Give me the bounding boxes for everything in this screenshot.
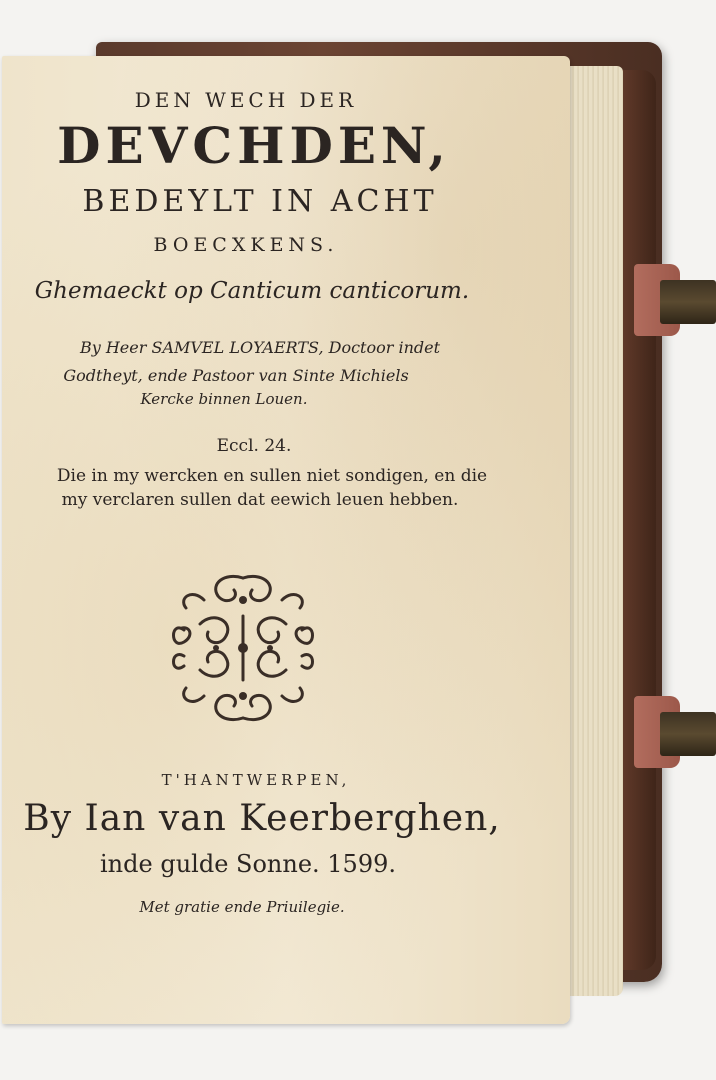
author-line-2: Godtheyt, ende Pastoor van Sinte Michiels [63, 366, 409, 385]
quote-line-1: Die in my wercken en sullen niet sondigen, en die [56, 466, 488, 486]
title-line-2: DEVCHDEN, [57, 116, 451, 175]
quote-line-2: my verclaren sullen dat eewich leuen hebben. [61, 490, 459, 510]
title-line-3: BEDEYLT IN ACHT [82, 184, 438, 219]
imprint-place: T'HANTWERPEN, [161, 771, 351, 789]
printer-ornament [164, 570, 322, 726]
lower-clasp [634, 690, 714, 770]
title-line-4: BOECXKENS. [153, 234, 339, 256]
imprint-printer: By Ian van Keerberghen, [23, 798, 501, 839]
author-line-1: By Heer SAMVEL LOYAERTS, Doctoor indet [79, 338, 441, 357]
subtitle: Ghemaeckt op Canticum canticorum. [34, 278, 470, 304]
quote-reference: Eccl. 24. [216, 436, 292, 456]
privilege-note: Met gratie ende Priuilegie. [139, 898, 345, 916]
upper-clasp [634, 258, 714, 338]
title-line-1: DEN WECH DER [134, 88, 358, 112]
imprint-address: inde gulde Sonne. 1599. [100, 850, 396, 878]
title-page [2, 56, 570, 1024]
author-line-3: Kercke binnen Louen. [140, 390, 308, 408]
